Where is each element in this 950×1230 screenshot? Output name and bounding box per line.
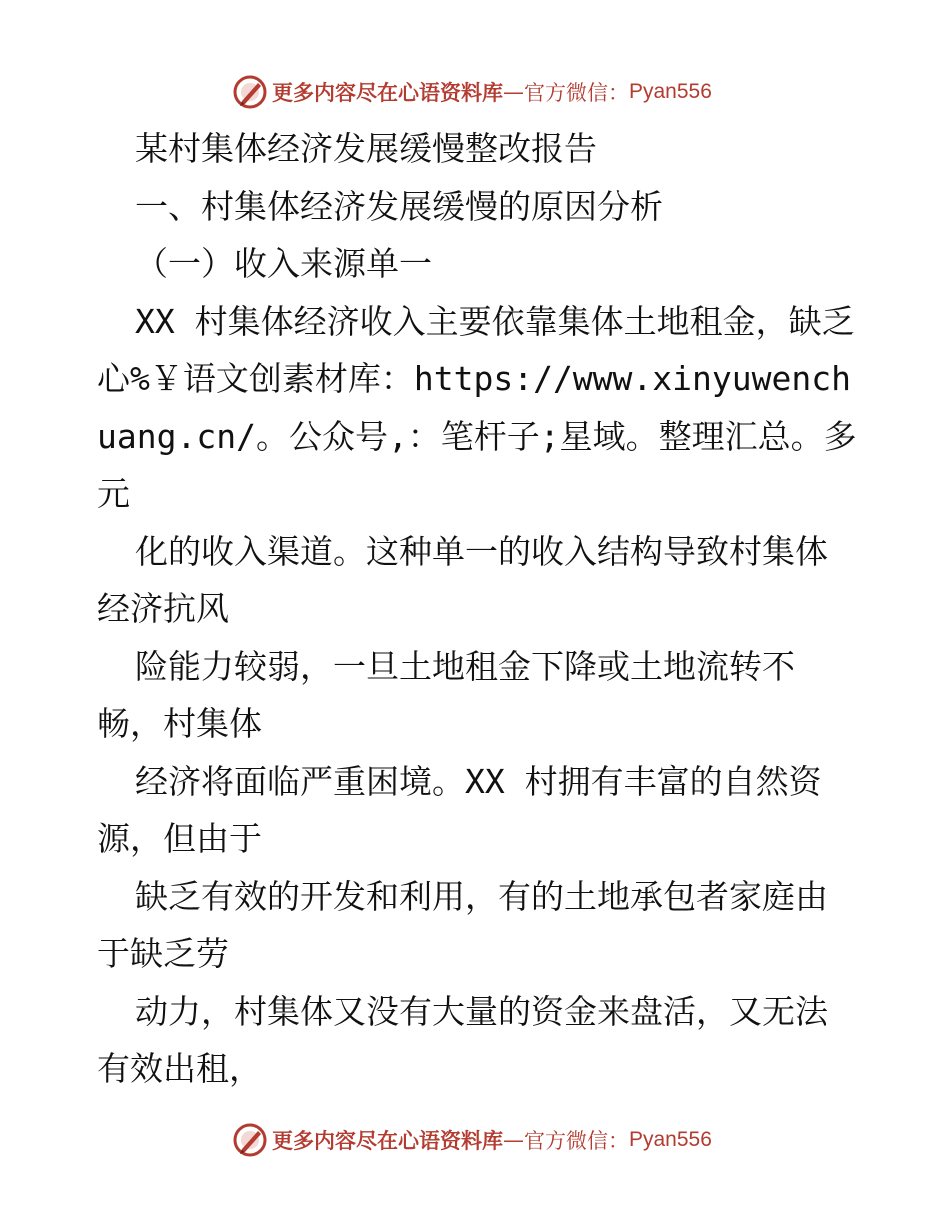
header-banner[interactable] bbox=[232, 72, 712, 112]
banner-site-name: 更多内容尽在心语资料库 bbox=[272, 1128, 503, 1153]
body-paragraph: 经济将面临严重困境。XX 村拥有丰富的自然资源，但由于 bbox=[97, 761, 822, 858]
document-body bbox=[97, 120, 857, 1098]
body-paragraph: 动力，村集体又没有大量的资金来盘活，又无法有效出租， bbox=[97, 991, 828, 1088]
pen-circle-logo-icon bbox=[232, 1122, 268, 1158]
banner-wechat-id: Pyan556 bbox=[629, 1128, 712, 1151]
document-title: 某村集体经济发展缓慢整改报告 bbox=[135, 129, 597, 168]
banner-separator: — bbox=[503, 80, 524, 104]
body-paragraph: 化的收入渠道。这种单一的收入结构导致村集体经济抗风 bbox=[97, 531, 828, 628]
body-paragraph: 缺乏有效的开发和利用，有的土地承包者家庭由于缺乏劳 bbox=[97, 876, 828, 973]
section-heading: 一、村集体经济发展缓慢的原因分析 bbox=[135, 186, 663, 226]
body-paragraph: 险能力较弱，一旦土地租金下降或土地流转不畅，村集体 bbox=[97, 646, 795, 743]
banner-wechat-label: 官方微信： bbox=[524, 81, 629, 105]
banner-wechat-label: 官方微信： bbox=[524, 1129, 629, 1153]
subsection-heading: （一）收入来源单一 bbox=[135, 244, 432, 283]
banner-site-name: 更多内容尽在心语资料库 bbox=[272, 80, 503, 105]
footer-banner[interactable] bbox=[232, 1120, 712, 1160]
pen-circle-logo-icon bbox=[232, 74, 268, 110]
banner-separator: — bbox=[503, 1128, 524, 1152]
banner-wechat-id: Pyan556 bbox=[629, 80, 712, 103]
body-paragraph: XX 村集体经济收入主要依靠集体土地租金，缺乏心%￥语文创素材库：https://www.xinyuwenchuang.cn/。公众号,：笔杆子;星域。整理汇总。多元 bbox=[97, 301, 857, 513]
